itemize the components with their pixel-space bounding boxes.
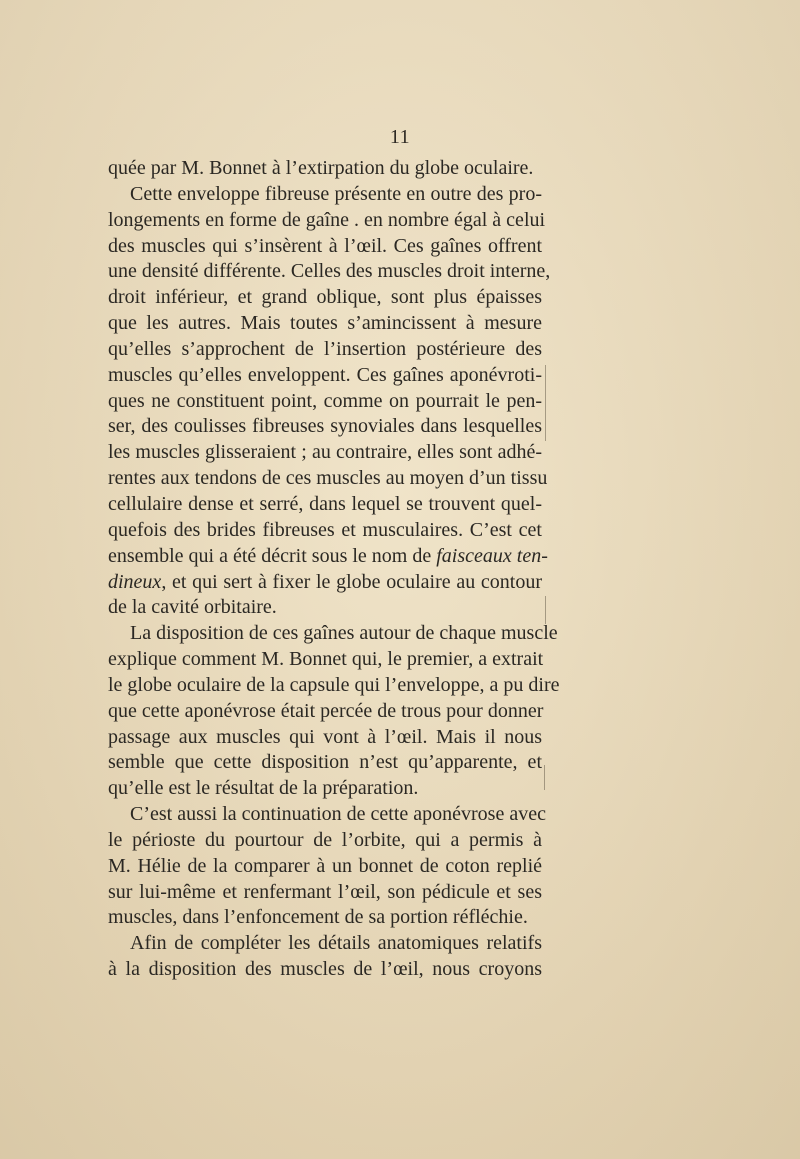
text-line bbox=[108, 208, 546, 234]
text-line bbox=[108, 234, 542, 260]
text-segment: rentes aux tendons de ces muscles au moyen d’un tissu bbox=[108, 467, 548, 490]
text-segment: qu’elle est le résultat de la préparation. bbox=[108, 777, 419, 800]
text-line bbox=[108, 466, 548, 492]
text-segment: Cette enveloppe fibreuse présente en outre des pro- bbox=[130, 182, 542, 205]
text-line bbox=[108, 156, 542, 182]
text-segment: longements en forme de gaîne . en nombre égal à celui bbox=[108, 208, 546, 231]
text-line bbox=[108, 725, 542, 751]
text-segment: , et qui sert à fixer le globe oculaire au contour bbox=[161, 570, 542, 593]
text-segment: à la disposition des muscles de l’œil, nous croyons bbox=[108, 958, 542, 981]
text-segment: Afin de compléter les détails anatomiques relatifs bbox=[130, 932, 542, 955]
text-segment: le globe oculaire de la capsule qui l’enveloppe, a pu dire bbox=[108, 673, 560, 696]
text-segment: M. Hélie de la comparer à un bonnet de coton replié bbox=[108, 854, 542, 877]
text-line bbox=[108, 311, 542, 337]
text-segment: muscles, dans l’enfoncement de sa portion réfléchie. bbox=[108, 906, 528, 929]
text-segment: quefois des brides fibreuses et musculaires. C’est cet bbox=[108, 518, 542, 541]
text-line bbox=[108, 182, 542, 208]
text-line bbox=[108, 518, 542, 544]
margin-mark bbox=[542, 365, 546, 441]
text-line bbox=[108, 802, 546, 828]
text-line bbox=[108, 673, 560, 699]
text-segment: ques ne constituent point, comme on pourrait le pen- bbox=[108, 389, 542, 412]
text-segment: cellulaire dense et serré, dans lequel se trouvent quel- bbox=[108, 492, 542, 515]
text-line bbox=[108, 880, 542, 906]
text-line bbox=[108, 259, 551, 285]
text-line bbox=[108, 337, 542, 363]
text-line bbox=[108, 414, 542, 440]
text-segment: de la cavité orbitaire. bbox=[108, 596, 277, 619]
text-segment: muscles qu’elles enveloppent. Ces gaînes aponévroti- bbox=[108, 363, 542, 386]
text-segment: passage aux muscles qui vont à l’œil. Mais il nous bbox=[108, 725, 542, 748]
text-line bbox=[108, 570, 542, 596]
text-line bbox=[108, 440, 542, 466]
text-segment: ser, des coulisses fibreuses synoviales dans lesquelles bbox=[108, 415, 542, 438]
text-segment: une densité différente. Celles des muscles droit interne, bbox=[108, 260, 551, 283]
text-line bbox=[108, 699, 542, 725]
text-line bbox=[108, 544, 548, 570]
text-line bbox=[108, 931, 542, 957]
text-segment: La disposition de ces gaînes autour de chaque muscle bbox=[130, 622, 558, 645]
text-line bbox=[108, 285, 542, 311]
text-segment: quée par M. Bonnet à l’extirpation du globe oculaire. bbox=[108, 157, 534, 179]
text-line bbox=[108, 595, 542, 621]
margin-mark bbox=[541, 765, 545, 790]
italic-term: faisceaux ten- bbox=[436, 544, 548, 567]
text-line bbox=[108, 905, 542, 931]
text-segment: des muscles qui s’insèrent à l’œil. Ces gaînes offrent bbox=[108, 234, 542, 257]
text-line bbox=[108, 389, 542, 415]
text-segment: droit inférieur, et grand oblique, sont plus épaisses bbox=[108, 286, 542, 309]
text-segment: le périoste du pourtour de l’orbite, qui a permis à bbox=[108, 828, 542, 851]
text-segment: ensemble qui a été décrit sous le nom de bbox=[108, 544, 437, 567]
body-text bbox=[108, 156, 560, 983]
text-segment: que cette aponévrose était percée de trous pour donner bbox=[108, 699, 544, 722]
text-line bbox=[108, 621, 558, 647]
text-line bbox=[108, 776, 542, 802]
text-segment: les muscles glisseraient ; au contraire, elles sont adhé- bbox=[108, 441, 542, 464]
italic-term: dineux bbox=[108, 570, 162, 593]
text-line bbox=[108, 492, 542, 518]
text-segment: sur lui-même et renfermant l’œil, son pédicule et ses bbox=[108, 880, 542, 903]
text-line bbox=[108, 957, 542, 983]
text-line bbox=[108, 854, 542, 880]
page-number: 11 bbox=[389, 126, 411, 148]
text-line bbox=[108, 647, 542, 673]
text-line bbox=[108, 828, 542, 854]
text-segment: explique comment M. Bonnet qui, le premier, a extrait bbox=[108, 648, 544, 671]
text-segment: semble que cette disposition n’est qu’apparente, et bbox=[108, 751, 542, 774]
text-segment: que les autres. Mais toutes s’amincissent à mesure bbox=[108, 312, 542, 335]
text-segment: C’est aussi la continuation de cette aponévrose avec bbox=[130, 803, 546, 826]
text-line bbox=[108, 750, 542, 776]
margin-mark bbox=[542, 596, 546, 624]
text-segment: qu’elles s’approchent de l’insertion postérieure des bbox=[108, 337, 542, 360]
text-line bbox=[108, 363, 542, 389]
